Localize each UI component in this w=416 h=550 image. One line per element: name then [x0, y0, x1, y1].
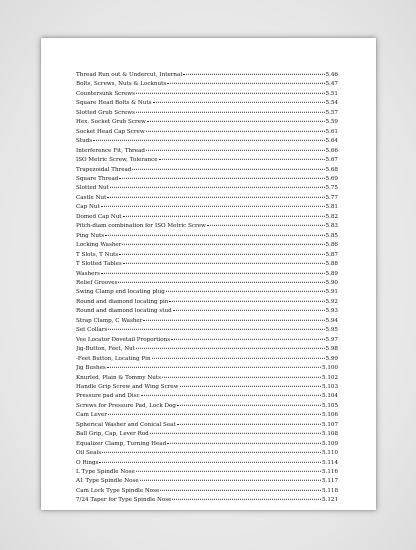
toc-entry-page-number: 5.66 — [325, 147, 338, 154]
toc-entry-title: 7/24 Taper for Type Spindle Nose — [76, 497, 172, 504]
toc-entry — [76, 288, 338, 297]
toc-entry — [76, 213, 338, 222]
toc-entry — [76, 222, 338, 231]
dot-leader — [107, 367, 321, 368]
dot-leader — [123, 216, 325, 217]
toc-entry — [76, 496, 338, 505]
toc-entry-page-number: 5.106 — [321, 412, 338, 419]
toc-entry-title: Square Head Bolts & Nuts — [76, 100, 152, 107]
toc-entry-title: Oil Seals — [76, 450, 102, 457]
dot-leader — [136, 348, 325, 349]
toc-entry — [76, 421, 338, 430]
toc-entry-title: Thread Run out & Undercut, Internal — [76, 72, 183, 78]
dot-leader — [119, 178, 324, 179]
toc-entry-page-number: 5.105 — [321, 402, 338, 409]
dot-leader — [147, 121, 325, 122]
toc-entry-title: Cam Lever — [76, 412, 107, 419]
toc-entry — [76, 260, 338, 269]
toc-entry-page-number: 5.59 — [325, 119, 338, 126]
toc-entry-title: Slotted Grub Screws — [76, 109, 135, 116]
dot-leader — [140, 480, 321, 481]
toc-entry — [76, 128, 338, 137]
dot-leader — [177, 405, 321, 406]
toc-entry-page-number: 5.88 — [325, 261, 338, 268]
toc-entry-page-number: 5.102 — [321, 374, 338, 381]
toc-entry-page-number: 5.90 — [325, 279, 338, 286]
toc-entry — [76, 298, 338, 307]
dot-leader — [93, 140, 324, 141]
toc-entry — [76, 392, 338, 401]
toc-entry — [76, 336, 338, 345]
toc-entry — [76, 374, 338, 383]
dot-leader — [159, 159, 325, 160]
table-of-contents — [76, 71, 338, 506]
toc-entry-title: Jig-Button, Feet, Nut — [76, 346, 135, 353]
toc-entry-title: Hex. Socket Grub Screw — [76, 119, 146, 126]
toc-entry-page-number: 5.108 — [321, 431, 338, 438]
toc-entry-page-number: 5.110 — [321, 450, 338, 457]
toc-entry-title: Socket Head Cap Screw — [76, 128, 145, 135]
dot-leader — [166, 291, 325, 292]
toc-entry-title: Cap Nut — [76, 204, 100, 211]
dot-leader — [167, 83, 324, 84]
toc-entry-title: Locking Washer — [76, 242, 122, 249]
toc-entry-page-number: 5.81 — [325, 204, 338, 211]
toc-entry-title: Jig Bushes — [76, 365, 106, 372]
toc-entry-page-number: 5.68 — [325, 166, 338, 173]
toc-entry — [76, 279, 338, 288]
toc-entry — [76, 156, 338, 165]
toc-entry-title: T Slots, T Nuts — [76, 251, 119, 258]
toc-entry-page-number: 5.67 — [325, 157, 338, 164]
toc-entry-page-number: 5.54 — [325, 100, 338, 107]
toc-entry-title: Relief Grooves — [76, 279, 118, 286]
toc-entry-title: Ball Grip, Cap, Lever Rod — [76, 431, 149, 438]
toc-entry-title: Round and diamond locating pin — [76, 298, 169, 305]
toc-entry-page-number: 5.92 — [325, 298, 338, 305]
toc-entry-page-number: 5.121 — [321, 497, 338, 504]
toc-entry-title: Square Thread — [76, 175, 119, 182]
toc-entry-page-number: 5.75 — [325, 185, 338, 192]
toc-entry-page-number: 5.83 — [325, 223, 338, 230]
toc-entry — [76, 487, 338, 496]
dot-leader — [207, 225, 325, 226]
toc-entry-page-number: 5.116 — [321, 469, 338, 476]
toc-entry — [76, 307, 338, 316]
toc-entry-title: -Feet Button, Locating Pin — [76, 355, 151, 362]
toc-entry-title: Vee Locator Dovetail Proportions — [76, 336, 171, 343]
toc-entry — [76, 175, 338, 184]
toc-entry-title: Round and diamond locating stud — [76, 308, 172, 315]
toc-entry-title: Washers — [76, 270, 100, 277]
toc-entry-page-number: 5.69 — [325, 175, 338, 182]
toc-entry-title: Pressure pad and Disc — [76, 393, 140, 400]
toc-entry-title: Domed Cap Nut — [76, 213, 122, 220]
toc-entry-title: Pitch-diam combination for ISO Metric Screw — [76, 223, 206, 230]
toc-entry-page-number: 5.89 — [325, 270, 338, 277]
toc-entry — [76, 411, 338, 420]
toc-entry-title: T Slotted Tables — [76, 261, 122, 268]
toc-entry — [76, 345, 338, 354]
toc-entry-page-number: 5.99 — [325, 355, 338, 362]
toc-entry-title: ISO Metric Screw, Tolerance — [76, 157, 158, 164]
dot-leader — [180, 386, 321, 387]
toc-entry — [76, 355, 338, 364]
toc-entry-page-number: 5.97 — [325, 336, 338, 343]
dot-leader — [119, 253, 324, 254]
toc-entry-page-number: 5.98 — [325, 346, 338, 353]
toc-entry — [76, 430, 338, 439]
toc-entry — [76, 241, 338, 250]
toc-entry-title: A1 Type Spindle Nose — [76, 478, 139, 485]
toc-entry — [76, 232, 338, 241]
dot-leader — [141, 395, 321, 396]
toc-entry-page-number: 5.100 — [321, 365, 338, 372]
toc-entry-page-number: 5.118 — [321, 487, 338, 494]
dot-leader — [136, 471, 321, 472]
toc-entry-page-number: 5.64 — [325, 138, 338, 145]
toc-entry — [76, 477, 338, 486]
toc-entry-page-number: 5.109 — [321, 440, 338, 447]
dot-leader — [118, 282, 324, 283]
toc-entry-page-number: 5.103 — [321, 383, 338, 390]
toc-entry-title: Studs — [76, 138, 93, 145]
toc-entry-page-number: 5.61 — [325, 128, 338, 135]
toc-entry — [76, 270, 338, 279]
toc-entry-title: Spherical Washer and Conical Seat — [76, 421, 176, 428]
dot-leader — [177, 424, 321, 425]
toc-entry — [76, 166, 338, 175]
dot-leader — [162, 376, 321, 377]
toc-entry-page-number: 5.87 — [325, 251, 338, 258]
toc-entry-title: Ping Nuts — [76, 232, 105, 239]
toc-entry — [76, 147, 338, 156]
toc-entry-title: Slotted Nut — [76, 185, 109, 192]
dot-leader — [101, 206, 325, 207]
dot-leader — [132, 168, 324, 169]
toc-entry — [76, 109, 338, 118]
toc-entry — [76, 90, 338, 99]
toc-entry-page-number: 5.86 — [325, 242, 338, 249]
toc-entry — [76, 99, 338, 108]
dot-leader — [108, 329, 324, 330]
dot-leader — [122, 244, 324, 245]
toc-entry-title: Cam Lock Type Spindle Nose — [76, 487, 160, 494]
dot-leader — [160, 490, 321, 491]
dot-leader — [152, 357, 325, 358]
dot-leader — [172, 499, 321, 500]
toc-entry-title: Countersunk Screws — [76, 90, 135, 97]
toc-entry — [76, 184, 338, 193]
dot-leader — [99, 461, 321, 462]
dot-leader — [136, 93, 325, 94]
toc-entry-title: Strap Clamp, C Washer — [76, 317, 143, 324]
toc-entry — [76, 326, 338, 335]
toc-entry — [76, 71, 338, 80]
toc-entry — [76, 251, 338, 260]
toc-entry-page-number: 5.47 — [325, 81, 338, 88]
toc-entry-title: Bolts, Screws, Nuts & Locknuts — [76, 81, 167, 88]
toc-entry — [76, 449, 338, 458]
dot-leader — [108, 414, 321, 415]
toc-entry — [76, 440, 338, 449]
toc-entry — [76, 137, 338, 146]
toc-entry — [76, 118, 338, 127]
dot-leader — [123, 263, 325, 264]
toc-entry — [76, 203, 338, 212]
dot-leader — [146, 149, 325, 150]
toc-entry — [76, 383, 338, 392]
toc-entry-title: Swing Clamp end locating plug — [76, 289, 165, 296]
toc-entry-page-number: 5.114 — [321, 459, 338, 466]
dot-leader — [102, 452, 321, 453]
toc-entry-title: Handle Grip Screw and Wing Screw — [76, 383, 179, 390]
toc-entry-title: Set Collars — [76, 327, 108, 334]
dot-leader — [171, 338, 324, 339]
toc-entry-page-number: 5.91 — [325, 289, 338, 296]
dot-leader — [150, 433, 321, 434]
toc-entry-title: Equalizer Clamp, Turning Head — [76, 440, 167, 447]
document-page — [41, 38, 376, 510]
toc-entry-title: O Rings — [76, 459, 99, 466]
toc-entry — [76, 459, 338, 468]
dot-leader — [136, 112, 325, 113]
toc-entry-page-number: 5.46 — [325, 72, 338, 78]
toc-entry — [76, 317, 338, 326]
dot-leader — [105, 235, 324, 236]
toc-entry — [76, 364, 338, 373]
dot-leader — [143, 320, 324, 321]
toc-entry — [76, 468, 338, 477]
dot-leader — [183, 74, 324, 75]
toc-entry-page-number: 5.95 — [325, 327, 338, 334]
dot-leader — [153, 102, 325, 103]
toc-entry-page-number: 5.51 — [325, 90, 338, 97]
dot-leader — [146, 131, 325, 132]
toc-entry — [76, 80, 338, 89]
toc-entry-page-number: 5.117 — [321, 478, 338, 485]
toc-entry-title: Castle Nut — [76, 194, 107, 201]
toc-entry-page-number: 5.107 — [321, 421, 338, 428]
toc-entry-title: Trapezoidal Thread — [76, 166, 132, 173]
dot-leader — [173, 310, 325, 311]
dot-leader — [167, 442, 321, 443]
toc-entry — [76, 194, 338, 203]
toc-entry-page-number: 5.104 — [321, 393, 338, 400]
toc-entry-title: L Type Spindle Nose — [76, 469, 135, 476]
toc-entry-title: Knurled, Plain & Tommy Nuts — [76, 374, 161, 381]
toc-entry-page-number: 5.77 — [325, 194, 338, 201]
toc-entry-page-number: 5.85 — [325, 232, 338, 239]
toc-entry-title: Screws for Pressure Pad, Lock Dog — [76, 402, 176, 409]
toc-entry-page-number: 5.94 — [325, 317, 338, 324]
toc-entry-page-number: 5.93 — [325, 308, 338, 315]
toc-entry-page-number: 5.82 — [325, 213, 338, 220]
toc-entry-page-number: 5.57 — [325, 109, 338, 116]
toc-entry-title: Interference Fit, Thread — [76, 147, 145, 154]
dot-leader — [101, 272, 325, 273]
dot-leader — [107, 197, 324, 198]
dot-leader — [110, 187, 325, 188]
toc-entry — [76, 402, 338, 411]
dot-leader — [169, 301, 324, 302]
